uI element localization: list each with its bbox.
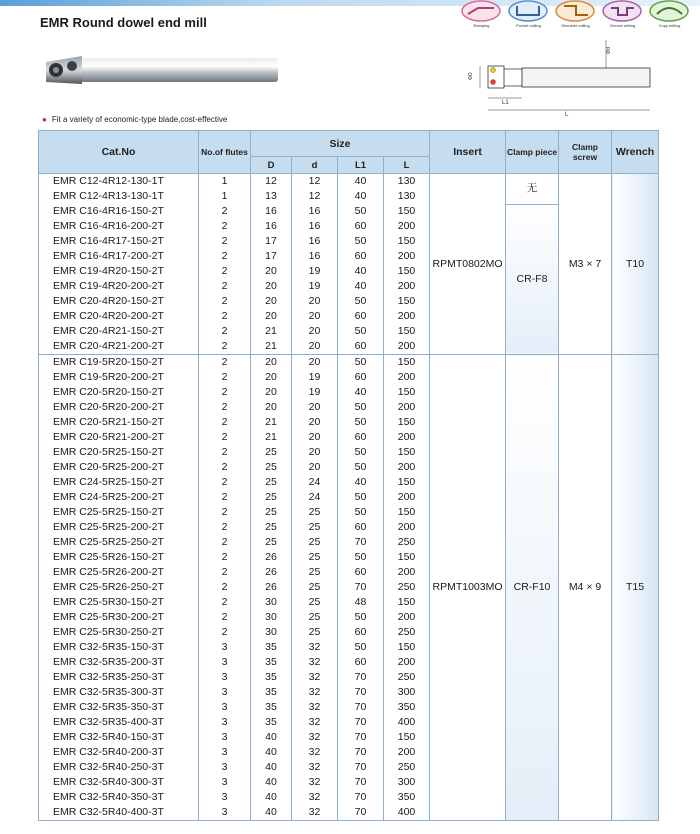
cell-D: 35 xyxy=(251,640,292,655)
cell-flutes: 2 xyxy=(199,580,251,595)
cell-D: 12 xyxy=(251,174,292,190)
header-size: Size xyxy=(251,131,430,157)
cell-cat-no: EMR C32-5R40-300-3T xyxy=(39,775,199,790)
cell-d: 20 xyxy=(292,445,338,460)
cell-cat-no: EMR C12-4R13-130-1T xyxy=(39,189,199,204)
cell-L: 150 xyxy=(384,415,430,430)
cell-d: 20 xyxy=(292,430,338,445)
cell-d: 25 xyxy=(292,580,338,595)
cell-L: 300 xyxy=(384,775,430,790)
header-size-L1: L1 xyxy=(338,157,384,174)
cell-cat-no: EMR C25-5R25-200-2T xyxy=(39,520,199,535)
cell-L1: 50 xyxy=(338,550,384,565)
cell-L1: 50 xyxy=(338,355,384,371)
cell-L1: 70 xyxy=(338,760,384,775)
cell-d: 32 xyxy=(292,745,338,760)
cell-D: 21 xyxy=(251,324,292,339)
cell-D: 35 xyxy=(251,655,292,670)
cell-D: 35 xyxy=(251,685,292,700)
cell-d: 25 xyxy=(292,625,338,640)
cell-flutes: 2 xyxy=(199,475,251,490)
cell-d: 19 xyxy=(292,370,338,385)
cell-d: 20 xyxy=(292,294,338,309)
cell-d: 32 xyxy=(292,655,338,670)
cell-wrench: T10 xyxy=(612,174,659,355)
cell-d: 25 xyxy=(292,520,338,535)
cell-L: 250 xyxy=(384,760,430,775)
cell-D: 13 xyxy=(251,189,292,204)
cell-L1: 70 xyxy=(338,685,384,700)
cell-clamp-piece-top: 无 xyxy=(506,174,559,205)
cell-D: 40 xyxy=(251,745,292,760)
header-cat-no: Cat.No xyxy=(39,131,199,174)
cell-cat-no: EMR C32-5R40-200-3T xyxy=(39,745,199,760)
cell-L: 150 xyxy=(384,234,430,249)
cell-L: 200 xyxy=(384,249,430,264)
cell-flutes: 3 xyxy=(199,730,251,745)
cell-L: 150 xyxy=(384,730,430,745)
groove-milling-icon: Groove milling xyxy=(601,0,644,28)
cell-L1: 40 xyxy=(338,475,384,490)
cell-L1: 50 xyxy=(338,324,384,339)
cell-d: 32 xyxy=(292,790,338,805)
cell-clamp-piece: CR-F8 xyxy=(506,204,559,355)
cell-flutes: 2 xyxy=(199,445,251,460)
table-row xyxy=(39,355,659,371)
cell-flutes: 1 xyxy=(199,189,251,204)
cell-flutes: 3 xyxy=(199,715,251,730)
header-clamp-screw: Clamp screw xyxy=(559,131,612,174)
cell-flutes: 2 xyxy=(199,595,251,610)
header-insert: Insert xyxy=(430,131,506,174)
cell-L: 300 xyxy=(384,685,430,700)
ramping-icon: Ramping xyxy=(460,0,503,28)
cell-L: 400 xyxy=(384,715,430,730)
cell-flutes: 2 xyxy=(199,279,251,294)
cell-L1: 60 xyxy=(338,370,384,385)
cell-cat-no: EMR C19-5R20-150-2T xyxy=(39,355,199,371)
cell-flutes: 3 xyxy=(199,640,251,655)
operation-icons xyxy=(460,0,696,30)
cell-flutes: 3 xyxy=(199,685,251,700)
cell-d: 25 xyxy=(292,565,338,580)
cell-cat-no: EMR C20-5R20-150-2T xyxy=(39,385,199,400)
cell-d: 16 xyxy=(292,204,338,219)
cell-D: 16 xyxy=(251,219,292,234)
cell-flutes: 2 xyxy=(199,294,251,309)
cell-d: 20 xyxy=(292,355,338,371)
cell-flutes: 2 xyxy=(199,550,251,565)
cell-L: 200 xyxy=(384,655,430,670)
cell-D: 25 xyxy=(251,460,292,475)
cell-D: 35 xyxy=(251,715,292,730)
cell-cat-no: EMR C16-4R17-150-2T xyxy=(39,234,199,249)
cell-cat-no: EMR C32-5R35-350-3T xyxy=(39,700,199,715)
dimension-drawing-icon xyxy=(460,36,660,124)
cell-flutes: 2 xyxy=(199,520,251,535)
cell-L: 150 xyxy=(384,385,430,400)
cell-L: 250 xyxy=(384,670,430,685)
cell-D: 21 xyxy=(251,339,292,355)
cell-flutes: 2 xyxy=(199,610,251,625)
cell-L1: 70 xyxy=(338,715,384,730)
cell-D: 20 xyxy=(251,355,292,371)
cell-flutes: 3 xyxy=(199,655,251,670)
cell-cat-no: EMR C32-5R40-350-3T xyxy=(39,790,199,805)
cell-L: 150 xyxy=(384,640,430,655)
cell-flutes: 2 xyxy=(199,249,251,264)
cell-L: 150 xyxy=(384,204,430,219)
copy-milling-icon: Copy milling xyxy=(648,0,691,28)
cell-D: 40 xyxy=(251,790,292,805)
cell-d: 20 xyxy=(292,324,338,339)
cell-L1: 40 xyxy=(338,174,384,190)
cell-L: 150 xyxy=(384,505,430,520)
cell-D: 20 xyxy=(251,370,292,385)
cell-D: 21 xyxy=(251,430,292,445)
cell-flutes: 2 xyxy=(199,505,251,520)
cell-L: 250 xyxy=(384,625,430,640)
header-clamp-piece: Clamp piece xyxy=(506,131,559,174)
cell-flutes: 2 xyxy=(199,324,251,339)
cell-d: 24 xyxy=(292,475,338,490)
cell-L1: 70 xyxy=(338,790,384,805)
cell-L1: 40 xyxy=(338,279,384,294)
header-wrench: Wrench xyxy=(612,131,659,174)
cell-flutes: 3 xyxy=(199,790,251,805)
cell-L: 150 xyxy=(384,475,430,490)
cell-clamp-screw: M4 × 9 xyxy=(559,355,612,821)
cell-L1: 50 xyxy=(338,460,384,475)
cell-L: 200 xyxy=(384,490,430,505)
cell-flutes: 2 xyxy=(199,625,251,640)
cell-L1: 60 xyxy=(338,655,384,670)
cell-d: 19 xyxy=(292,385,338,400)
cell-cat-no: EMR C20-5R25-150-2T xyxy=(39,445,199,460)
cell-L1: 40 xyxy=(338,189,384,204)
cell-cat-no: EMR C32-5R35-300-3T xyxy=(39,685,199,700)
cell-flutes: 2 xyxy=(199,490,251,505)
cell-flutes: 2 xyxy=(199,565,251,580)
cell-flutes: 2 xyxy=(199,309,251,324)
cell-L1: 70 xyxy=(338,730,384,745)
end-mill-illustration-icon xyxy=(40,48,280,96)
cell-D: 20 xyxy=(251,309,292,324)
cell-D: 30 xyxy=(251,625,292,640)
cell-d: 25 xyxy=(292,535,338,550)
cell-wrench: T15 xyxy=(612,355,659,821)
cell-L1: 70 xyxy=(338,535,384,550)
cell-d: 20 xyxy=(292,309,338,324)
dim-d-label: Φd xyxy=(606,47,612,54)
cell-cat-no: EMR C20-4R21-200-2T xyxy=(39,339,199,355)
cell-D: 40 xyxy=(251,805,292,821)
header-size-d: d xyxy=(292,157,338,174)
cell-L1: 50 xyxy=(338,294,384,309)
cell-cat-no: EMR C25-5R30-250-2T xyxy=(39,625,199,640)
header-size-L: L xyxy=(384,157,430,174)
pocket-milling-icon: Pocket milling xyxy=(507,0,550,28)
cell-d: 16 xyxy=(292,219,338,234)
cell-cat-no: EMR C16-4R16-200-2T xyxy=(39,219,199,234)
cell-cat-no: EMR C20-4R20-200-2T xyxy=(39,309,199,324)
cell-D: 20 xyxy=(251,279,292,294)
cell-L1: 50 xyxy=(338,204,384,219)
cell-clamp-screw: M3 × 7 xyxy=(559,174,612,355)
cell-L1: 60 xyxy=(338,565,384,580)
cell-L: 200 xyxy=(384,460,430,475)
cell-d: 32 xyxy=(292,685,338,700)
cell-D: 20 xyxy=(251,264,292,279)
cell-flutes: 3 xyxy=(199,745,251,760)
cell-L: 350 xyxy=(384,700,430,715)
cell-D: 25 xyxy=(251,445,292,460)
cell-L: 130 xyxy=(384,189,430,204)
cell-d: 32 xyxy=(292,730,338,745)
cell-L1: 40 xyxy=(338,264,384,279)
cell-cat-no: EMR C16-4R17-200-2T xyxy=(39,249,199,264)
cell-L1: 70 xyxy=(338,745,384,760)
bullet-icon: ● xyxy=(42,115,47,124)
cell-cat-no: EMR C32-5R40-400-3T xyxy=(39,805,199,821)
cell-cat-no: EMR C25-5R26-250-2T xyxy=(39,580,199,595)
dim-d-small-label: ΦD xyxy=(468,72,474,80)
cell-D: 25 xyxy=(251,520,292,535)
cell-d: 12 xyxy=(292,189,338,204)
cell-D: 20 xyxy=(251,400,292,415)
cell-L: 400 xyxy=(384,805,430,821)
cell-cat-no: EMR C32-5R35-200-3T xyxy=(39,655,199,670)
cell-flutes: 1 xyxy=(199,174,251,190)
cell-d: 19 xyxy=(292,279,338,294)
cell-d: 24 xyxy=(292,490,338,505)
cell-flutes: 2 xyxy=(199,204,251,219)
cell-L: 200 xyxy=(384,565,430,580)
cell-flutes: 3 xyxy=(199,760,251,775)
cell-flutes: 3 xyxy=(199,670,251,685)
shoulder-milling-icon: Shoulder milling xyxy=(554,0,597,28)
cell-cat-no: EMR C19-5R20-200-2T xyxy=(39,370,199,385)
cell-d: 32 xyxy=(292,670,338,685)
cell-insert: RPMT1003MO xyxy=(430,355,506,821)
cell-d: 32 xyxy=(292,700,338,715)
cell-L1: 50 xyxy=(338,505,384,520)
cell-cat-no: EMR C32-5R40-250-3T xyxy=(39,760,199,775)
cell-L: 200 xyxy=(384,400,430,415)
cell-d: 32 xyxy=(292,760,338,775)
cell-L1: 50 xyxy=(338,610,384,625)
cell-L1: 60 xyxy=(338,625,384,640)
cell-L: 150 xyxy=(384,445,430,460)
cell-L: 150 xyxy=(384,264,430,279)
cell-L: 150 xyxy=(384,324,430,339)
cell-cat-no: EMR C20-5R25-200-2T xyxy=(39,460,199,475)
cell-D: 40 xyxy=(251,775,292,790)
cell-cat-no: EMR C20-5R21-200-2T xyxy=(39,430,199,445)
cell-flutes: 2 xyxy=(199,234,251,249)
cell-D: 20 xyxy=(251,385,292,400)
cell-d: 12 xyxy=(292,174,338,190)
cell-D: 35 xyxy=(251,670,292,685)
cell-d: 20 xyxy=(292,339,338,355)
cell-L1: 70 xyxy=(338,700,384,715)
cell-cat-no: EMR C16-4R16-150-2T xyxy=(39,204,199,219)
cell-L: 200 xyxy=(384,520,430,535)
cell-L1: 70 xyxy=(338,805,384,821)
cell-L: 200 xyxy=(384,430,430,445)
cell-D: 20 xyxy=(251,294,292,309)
cell-cat-no: EMR C20-4R21-150-2T xyxy=(39,324,199,339)
spec-table xyxy=(38,130,659,821)
cell-L1: 50 xyxy=(338,445,384,460)
cell-d: 16 xyxy=(292,249,338,264)
cell-D: 35 xyxy=(251,700,292,715)
cell-L1: 50 xyxy=(338,415,384,430)
cell-L: 150 xyxy=(384,550,430,565)
cell-D: 26 xyxy=(251,550,292,565)
cell-d: 16 xyxy=(292,234,338,249)
cell-flutes: 2 xyxy=(199,460,251,475)
cell-cat-no: EMR C25-5R26-150-2T xyxy=(39,550,199,565)
cell-L: 150 xyxy=(384,294,430,309)
cell-d: 32 xyxy=(292,715,338,730)
cell-flutes: 2 xyxy=(199,415,251,430)
header-flutes: No.of flutes xyxy=(199,131,251,174)
cell-L1: 48 xyxy=(338,595,384,610)
cell-D: 30 xyxy=(251,610,292,625)
cell-L1: 70 xyxy=(338,775,384,790)
cell-clamp-piece: CR-F10 xyxy=(506,355,559,821)
cell-L1: 60 xyxy=(338,339,384,355)
cell-d: 32 xyxy=(292,775,338,790)
cell-flutes: 2 xyxy=(199,430,251,445)
cell-L1: 70 xyxy=(338,670,384,685)
cell-L1: 50 xyxy=(338,234,384,249)
cell-D: 30 xyxy=(251,595,292,610)
cell-flutes: 2 xyxy=(199,400,251,415)
header-size-D: D xyxy=(251,157,292,174)
cell-L1: 60 xyxy=(338,520,384,535)
cell-cat-no: EMR C20-5R21-150-2T xyxy=(39,415,199,430)
cell-cat-no: EMR C24-5R25-200-2T xyxy=(39,490,199,505)
cell-flutes: 2 xyxy=(199,355,251,371)
cell-flutes: 3 xyxy=(199,700,251,715)
cell-L: 200 xyxy=(384,219,430,234)
cell-L1: 50 xyxy=(338,400,384,415)
cell-d: 20 xyxy=(292,460,338,475)
cell-L1: 60 xyxy=(338,219,384,234)
cell-D: 25 xyxy=(251,475,292,490)
cell-L1: 60 xyxy=(338,430,384,445)
cell-cat-no: EMR C25-5R30-200-2T xyxy=(39,610,199,625)
cell-L: 150 xyxy=(384,355,430,371)
cell-flutes: 2 xyxy=(199,370,251,385)
cell-cat-no: EMR C24-5R25-150-2T xyxy=(39,475,199,490)
cell-d: 32 xyxy=(292,805,338,821)
cell-cat-no: EMR C25-5R25-250-2T xyxy=(39,535,199,550)
cell-D: 25 xyxy=(251,535,292,550)
cell-D: 16 xyxy=(251,204,292,219)
cell-d: 25 xyxy=(292,505,338,520)
cell-L1: 50 xyxy=(338,490,384,505)
cell-D: 25 xyxy=(251,505,292,520)
cell-cat-no: EMR C20-4R20-150-2T xyxy=(39,294,199,309)
cell-D: 26 xyxy=(251,565,292,580)
cell-flutes: 2 xyxy=(199,219,251,234)
cell-L: 200 xyxy=(384,610,430,625)
feature-note-text: Fit a variety of economic-type blade,cost-effective xyxy=(51,115,228,124)
cell-L: 200 xyxy=(384,745,430,760)
cell-L: 200 xyxy=(384,279,430,294)
cell-L: 130 xyxy=(384,174,430,190)
cell-D: 17 xyxy=(251,234,292,249)
cell-cat-no: EMR C32-5R40-150-3T xyxy=(39,730,199,745)
cell-L: 350 xyxy=(384,790,430,805)
cell-d: 25 xyxy=(292,550,338,565)
cell-L: 150 xyxy=(384,595,430,610)
cell-d: 20 xyxy=(292,400,338,415)
cell-D: 40 xyxy=(251,760,292,775)
cell-flutes: 2 xyxy=(199,339,251,355)
cell-L: 250 xyxy=(384,580,430,595)
dim-l-label: L xyxy=(565,112,569,118)
cell-d: 19 xyxy=(292,264,338,279)
cell-cat-no: EMR C25-5R25-150-2T xyxy=(39,505,199,520)
cell-cat-no: EMR C12-4R12-130-1T xyxy=(39,174,199,190)
spec-table-body xyxy=(39,174,659,821)
cell-cat-no: EMR C32-5R35-150-3T xyxy=(39,640,199,655)
cell-L1: 60 xyxy=(338,249,384,264)
cell-flutes: 3 xyxy=(199,775,251,790)
cell-flutes: 3 xyxy=(199,805,251,821)
cell-d: 25 xyxy=(292,610,338,625)
cell-insert: RPMT0802MO xyxy=(430,174,506,355)
page-title: EMR Round dowel end mill xyxy=(40,15,207,30)
cell-L: 200 xyxy=(384,309,430,324)
cell-D: 40 xyxy=(251,730,292,745)
cell-flutes: 2 xyxy=(199,264,251,279)
cell-L1: 50 xyxy=(338,640,384,655)
cell-D: 26 xyxy=(251,580,292,595)
cell-L1: 40 xyxy=(338,385,384,400)
cell-flutes: 2 xyxy=(199,535,251,550)
cell-cat-no: EMR C20-5R20-200-2T xyxy=(39,400,199,415)
cell-D: 17 xyxy=(251,249,292,264)
cell-L1: 60 xyxy=(338,309,384,324)
cell-L: 200 xyxy=(384,339,430,355)
cell-d: 25 xyxy=(292,595,338,610)
feature-note xyxy=(42,115,227,124)
cell-D: 25 xyxy=(251,490,292,505)
cell-cat-no: EMR C32-5R35-400-3T xyxy=(39,715,199,730)
cell-cat-no: EMR C19-4R20-150-2T xyxy=(39,264,199,279)
dim-l1-label: L1 xyxy=(502,100,509,106)
cell-cat-no: EMR C32-5R35-250-3T xyxy=(39,670,199,685)
cell-cat-no: EMR C19-4R20-200-2T xyxy=(39,279,199,294)
table-row xyxy=(39,174,659,190)
cell-cat-no: EMR C25-5R30-150-2T xyxy=(39,595,199,610)
cell-flutes: 2 xyxy=(199,385,251,400)
cell-L1: 70 xyxy=(338,580,384,595)
cell-L: 200 xyxy=(384,370,430,385)
cell-D: 21 xyxy=(251,415,292,430)
cell-cat-no: EMR C25-5R26-200-2T xyxy=(39,565,199,580)
cell-L: 250 xyxy=(384,535,430,550)
cell-d: 32 xyxy=(292,640,338,655)
cell-d: 20 xyxy=(292,415,338,430)
